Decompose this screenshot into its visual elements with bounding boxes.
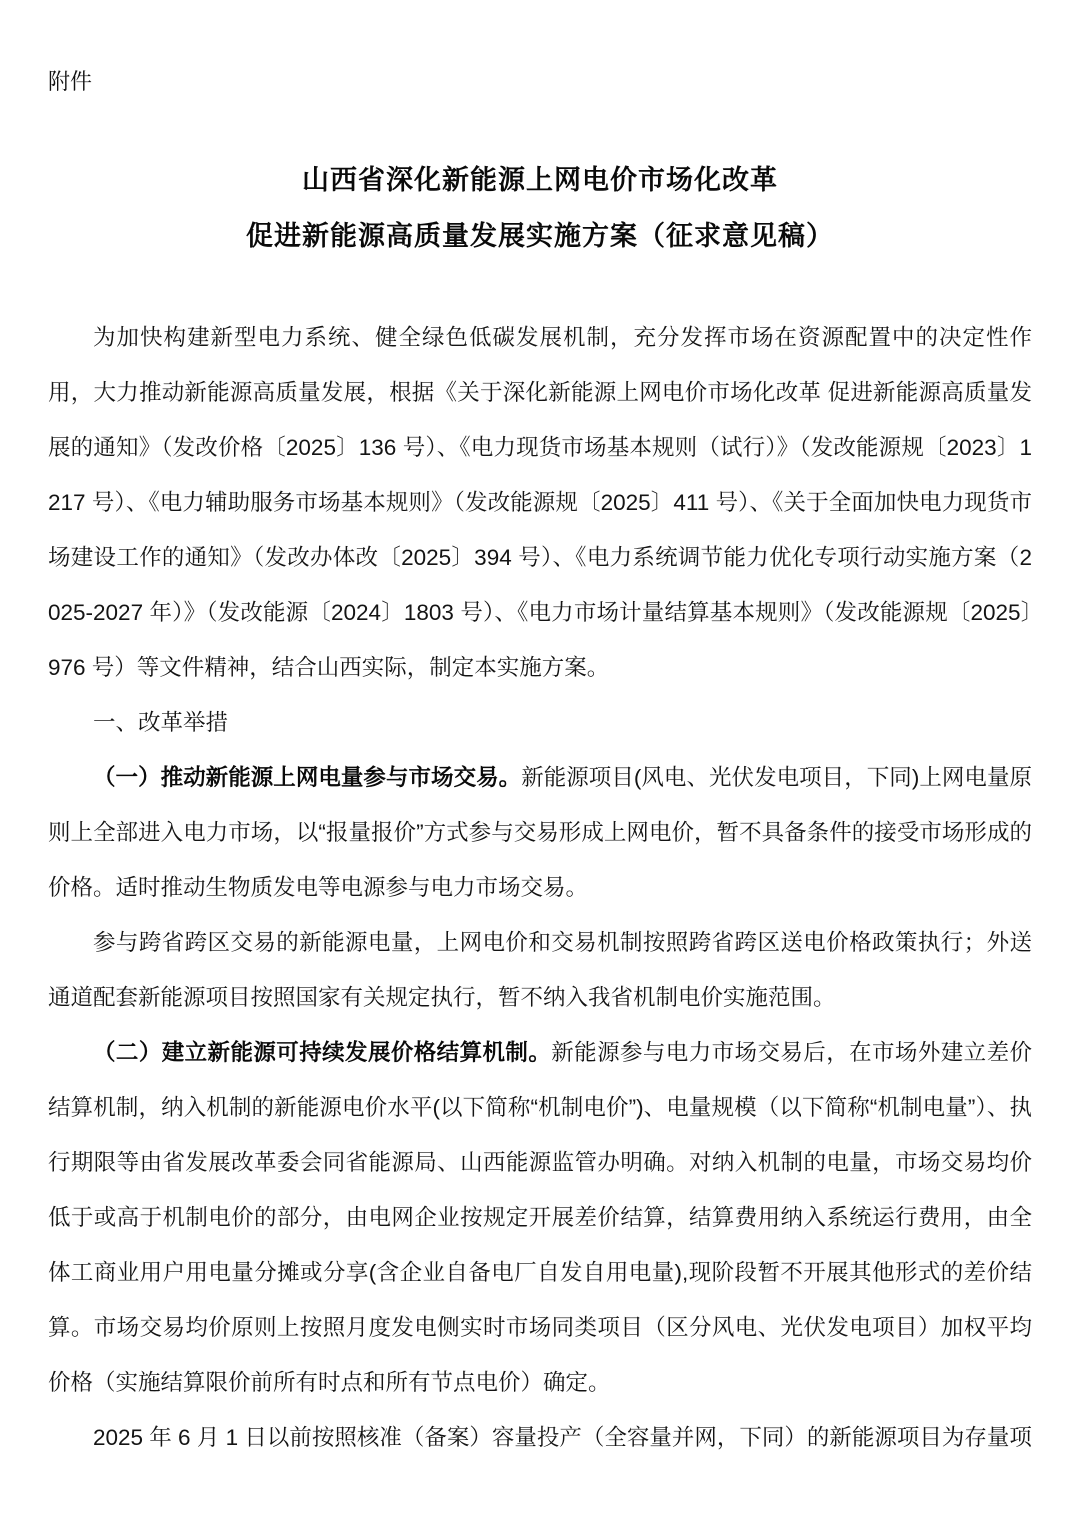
paragraph-intro-text: 为加快构建新型电力系统、健全绿色低碳发展机制，充分发挥市场在资源配置中的决定性作用，大力推动新能源高质量发展，根据《关于深化新能源上网电价市场化改革 促进新能源高质量发展的通知》（发改价格〔2025〕136 号）、《电力现货市场基本规则（试行）》（发改能源规〔2023〕1217 号）、《电力辅助服务市场基本规则》（发改能源规〔2025〕411 号）、《关于全面加快电力现货市场建设工作的通知》（发改办体改〔2025〕394 号）、《电力系统调节能力优化专项行动实施方案（2025-2027 年）》（发改能源〔2024〕1803 号）、《电力市场计量结算基本规则》（发改能源规〔2025〕976 号）等文件精神，结合山西实际，制定本实施方案。 bbox=[48, 325, 1032, 680]
document-body bbox=[48, 310, 1032, 1465]
section-heading-1-text: 一、改革举措 bbox=[93, 710, 229, 735]
paragraph-item-1-continued-text: 参与跨省跨区交易的新能源电量，上网电价和交易机制按照跨省跨区送电价格政策执行；外送通道配套新能源项目按照国家有关规定执行，暂不纳入我省机制电价实施范围。 bbox=[48, 930, 1032, 1010]
document-title bbox=[48, 152, 1032, 264]
section-heading-1 bbox=[48, 695, 1032, 750]
paragraph-item-2-lead: （二）建立新能源可持续发展价格结算机制。 bbox=[93, 1040, 552, 1065]
document-title-line-1: 山西省深化新能源上网电价市场化改革 bbox=[302, 165, 778, 195]
paragraph-item-2-continued-text: 2025 年 6 月 1 日以前按照核准（备案）容量投产（全容量并网，下同）的新能源项目为存量项 bbox=[93, 1425, 1032, 1450]
paragraph-intro bbox=[48, 310, 1032, 695]
paragraph-item-1-continued bbox=[48, 915, 1032, 1025]
paragraph-item-2 bbox=[48, 1025, 1032, 1410]
paragraph-item-1-text: 新能源项目(风电、光伏发电项目，下同)上网电量原则上全部进入电力市场，以“报量报价”方式参与交易形成上网电价，暂不具备条件的接受市场形成的价格。适时推动生物质发电等电源参与电力市场交易。 bbox=[48, 765, 1032, 900]
paragraph-item-1 bbox=[48, 750, 1032, 915]
paragraph-item-2-continued bbox=[48, 1410, 1032, 1465]
document-title-line-2: 促进新能源高质量发展实施方案（征求意见稿） bbox=[246, 221, 834, 251]
paragraph-item-1-lead: （一）推动新能源上网电量参与市场交易。 bbox=[93, 765, 522, 790]
paragraph-item-2-text: 新能源参与电力市场交易后，在市场外建立差价结算机制，纳入机制的新能源电价水平(以下简称“机制电价”)、电量规模（以下简称“机制电量”）、执行期限等由省发展改革委会同省能源局、山西能源监管办明确。对纳入机制的电量，市场交易均价低于或高于机制电价的部分，由电网企业按规定开展差价结算，结算费用纳入系统运行费用，由全体工商业用户用电量分摊或分享(含企业自备电厂自发自用电量),现阶段暂不开展其他形式的差价结算。市场交易均价原则上按照月度发电侧实时市场同类项目（区分风电、光伏发电项目）加权平均价格（实施结算限价前所有时点和所有节点电价）确定。 bbox=[48, 1040, 1032, 1395]
attachment-label: 附件 bbox=[48, 69, 93, 94]
